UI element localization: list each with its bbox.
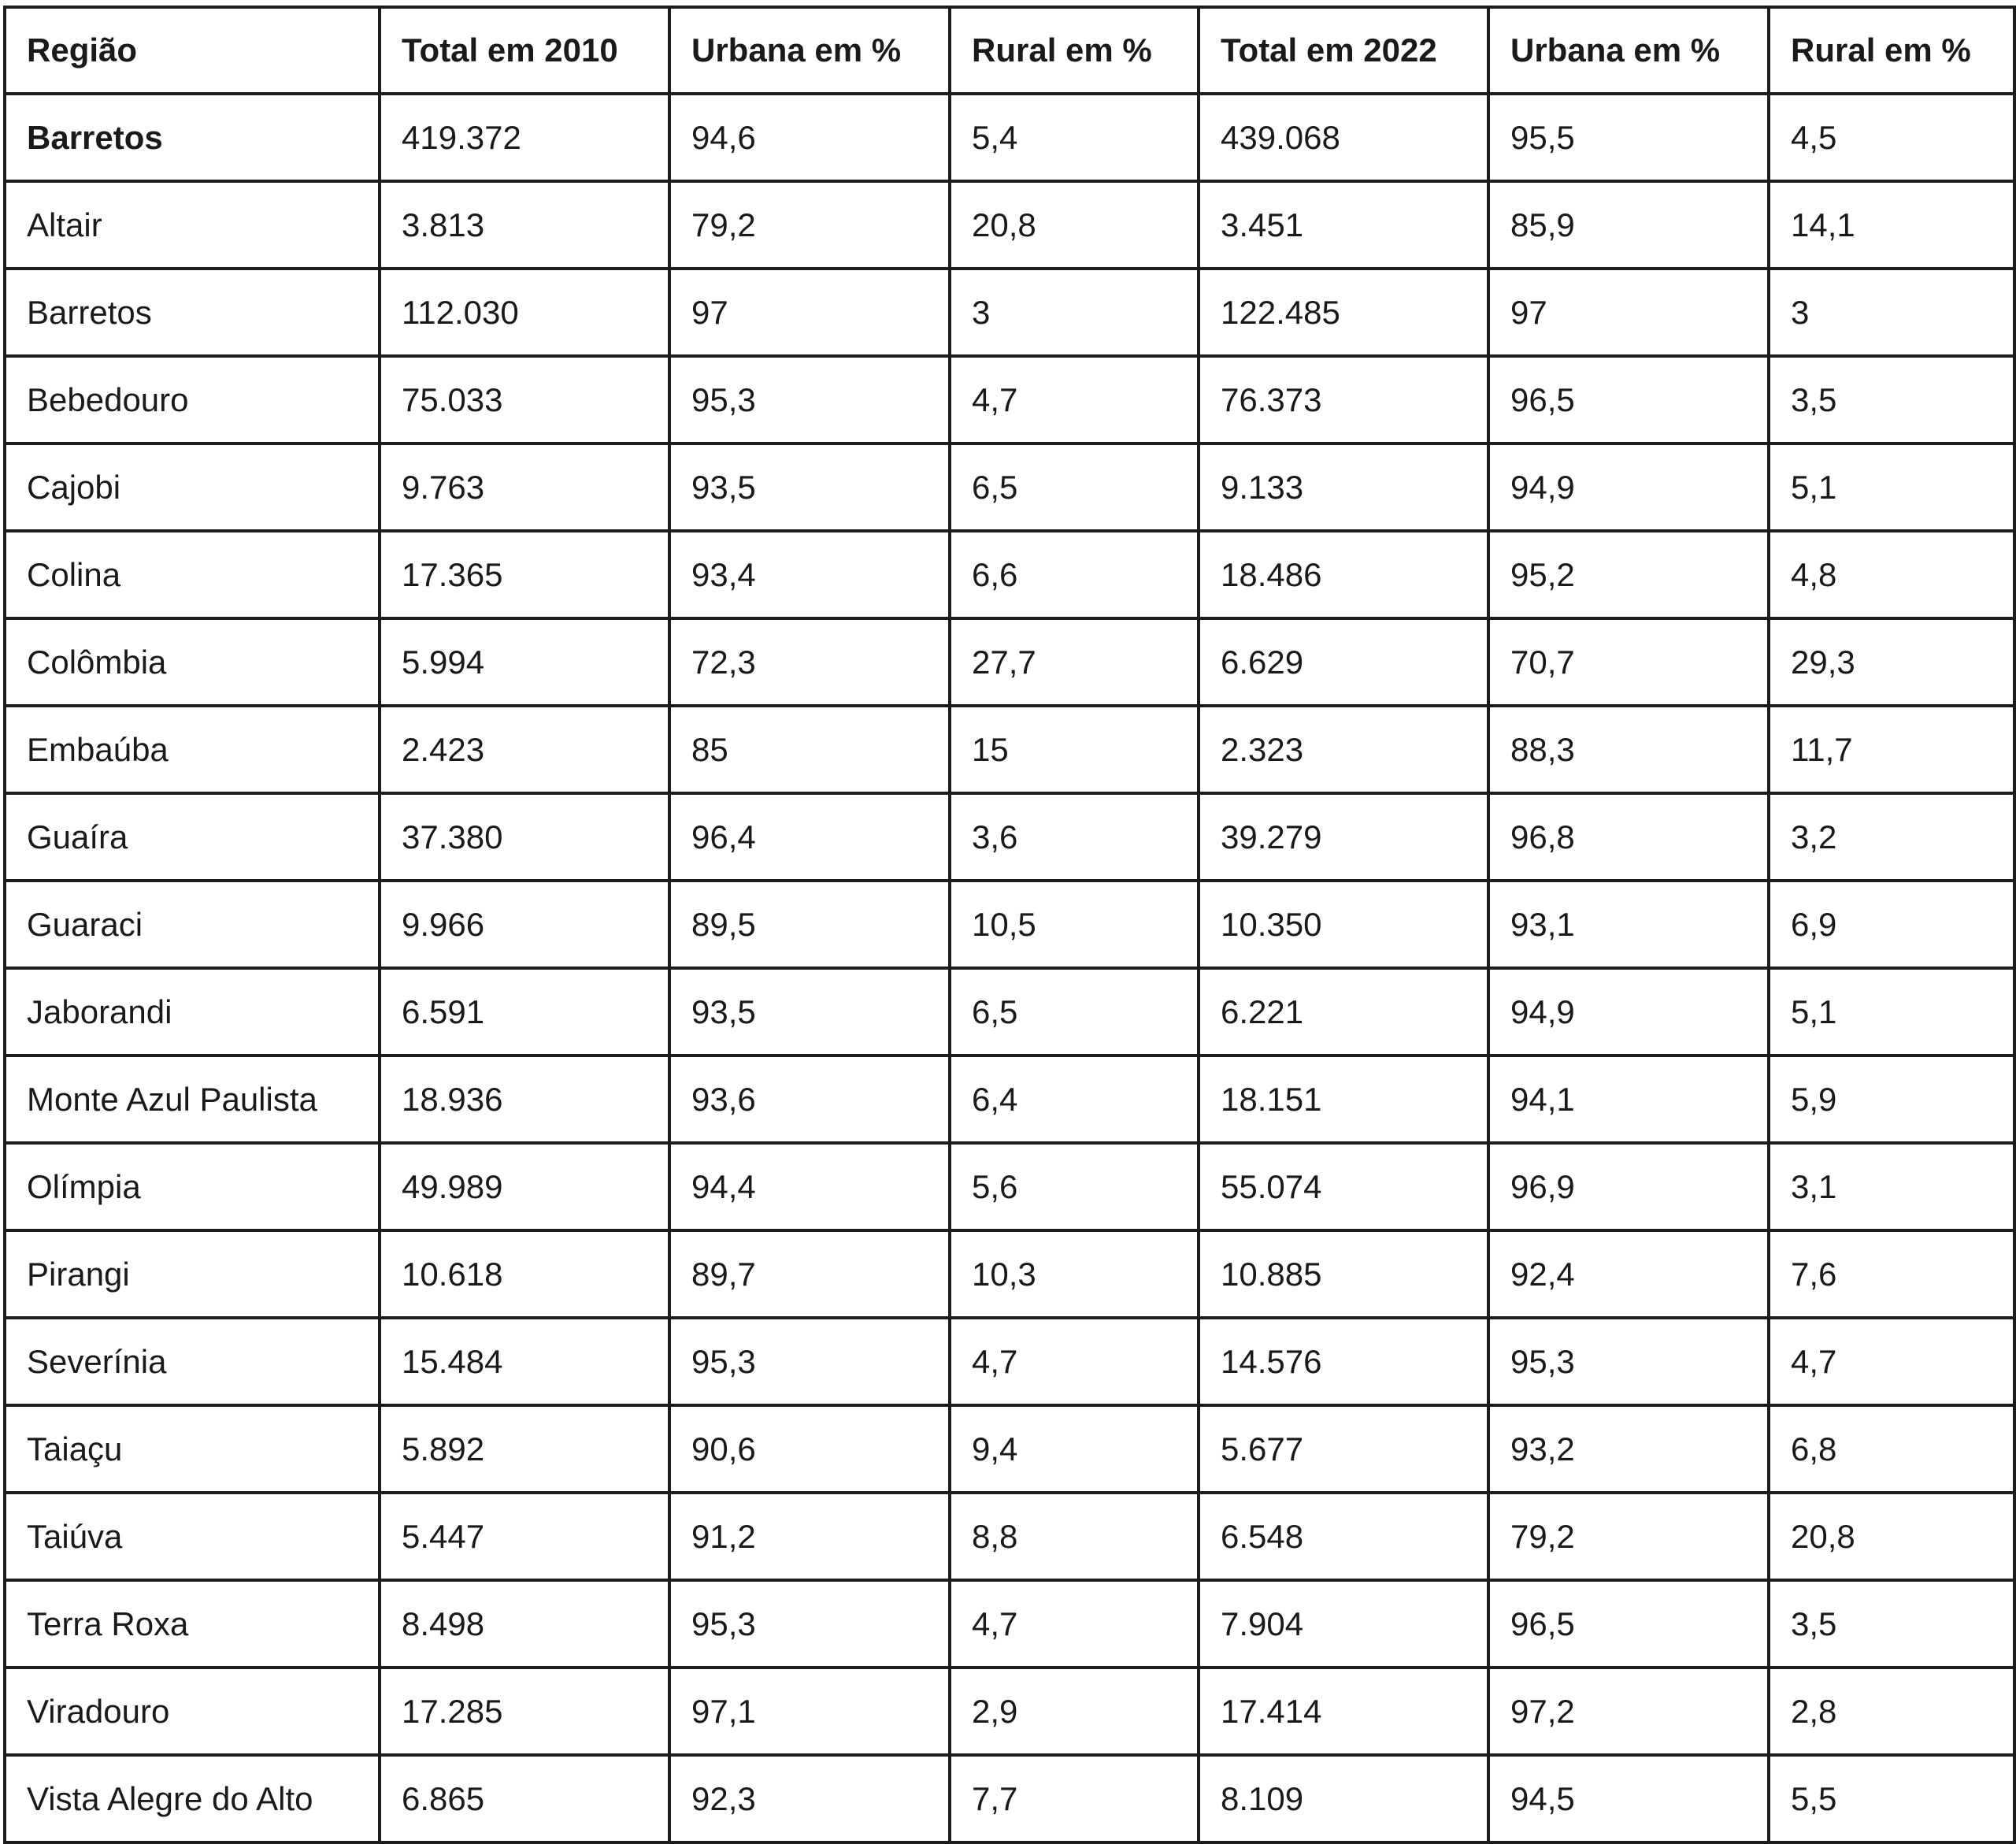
header-regiao: Região xyxy=(5,7,380,94)
cell-urbana-2010: 72,3 xyxy=(669,618,950,706)
cell-rural-2022: 6,8 xyxy=(1769,1405,2014,1493)
cell-total-2010: 2.423 xyxy=(380,706,669,793)
cell-total-2022: 10.350 xyxy=(1199,881,1488,968)
cell-rural-2010: 6,5 xyxy=(950,443,1199,531)
cell-total-2010: 15.484 xyxy=(380,1318,669,1405)
cell-total-2010: 49.989 xyxy=(380,1143,669,1230)
cell-regiao: Taiaçu xyxy=(5,1405,380,1493)
cell-total-2010: 17.285 xyxy=(380,1668,669,1755)
table-row xyxy=(5,1230,2014,1318)
cell-total-2022: 6.629 xyxy=(1199,618,1488,706)
cell-rural-2010: 6,5 xyxy=(950,968,1199,1056)
cell-rural-2022: 5,5 xyxy=(1769,1755,2014,1842)
cell-urbana-2022: 93,1 xyxy=(1488,881,1769,968)
cell-total-2010: 6.591 xyxy=(380,968,669,1056)
cell-rural-2010: 20,8 xyxy=(950,181,1199,269)
table-row xyxy=(5,1668,2014,1755)
cell-urbana-2010: 96,4 xyxy=(669,793,950,881)
cell-regiao: Altair xyxy=(5,181,380,269)
cell-rural-2010: 6,6 xyxy=(950,531,1199,618)
population-table xyxy=(3,6,2016,1844)
table-row xyxy=(5,1318,2014,1405)
cell-total-2010: 6.865 xyxy=(380,1755,669,1842)
cell-rural-2022: 5,1 xyxy=(1769,443,2014,531)
table-row xyxy=(5,1405,2014,1493)
cell-urbana-2022: 93,2 xyxy=(1488,1405,1769,1493)
cell-urbana-2010: 95,3 xyxy=(669,356,950,443)
cell-urbana-2022: 96,8 xyxy=(1488,793,1769,881)
cell-urbana-2022: 94,9 xyxy=(1488,968,1769,1056)
cell-urbana-2022: 96,5 xyxy=(1488,1580,1769,1668)
table-row xyxy=(5,1755,2014,1842)
cell-urbana-2010: 97,1 xyxy=(669,1668,950,1755)
cell-urbana-2022: 94,9 xyxy=(1488,443,1769,531)
table-row xyxy=(5,1056,2014,1143)
cell-urbana-2010: 93,5 xyxy=(669,968,950,1056)
cell-total-2010: 75.033 xyxy=(380,356,669,443)
cell-urbana-2010: 95,3 xyxy=(669,1580,950,1668)
cell-urbana-2010: 85 xyxy=(669,706,950,793)
cell-rural-2010: 10,3 xyxy=(950,1230,1199,1318)
cell-rural-2010: 5,4 xyxy=(950,94,1199,181)
cell-regiao: Barretos xyxy=(5,94,380,181)
table-row xyxy=(5,181,2014,269)
cell-total-2010: 9.763 xyxy=(380,443,669,531)
cell-total-2022: 39.279 xyxy=(1199,793,1488,881)
cell-rural-2022: 3 xyxy=(1769,269,2014,356)
cell-urbana-2010: 79,2 xyxy=(669,181,950,269)
cell-urbana-2010: 95,3 xyxy=(669,1318,950,1405)
cell-regiao: Guaraci xyxy=(5,881,380,968)
cell-regiao: Olímpia xyxy=(5,1143,380,1230)
cell-regiao: Taiúva xyxy=(5,1493,380,1580)
cell-rural-2022: 14,1 xyxy=(1769,181,2014,269)
cell-urbana-2022: 96,5 xyxy=(1488,356,1769,443)
cell-rural-2022: 2,8 xyxy=(1769,1668,2014,1755)
table-row xyxy=(5,531,2014,618)
cell-total-2022: 3.451 xyxy=(1199,181,1488,269)
cell-urbana-2022: 94,1 xyxy=(1488,1056,1769,1143)
cell-total-2022: 18.486 xyxy=(1199,531,1488,618)
cell-rural-2022: 11,7 xyxy=(1769,706,2014,793)
cell-total-2010: 419.372 xyxy=(380,94,669,181)
table-row xyxy=(5,1493,2014,1580)
cell-urbana-2022: 70,7 xyxy=(1488,618,1769,706)
cell-total-2022: 7.904 xyxy=(1199,1580,1488,1668)
cell-urbana-2022: 88,3 xyxy=(1488,706,1769,793)
cell-rural-2010: 10,5 xyxy=(950,881,1199,968)
cell-total-2010: 3.813 xyxy=(380,181,669,269)
cell-regiao: Monte Azul Paulista xyxy=(5,1056,380,1143)
table-body xyxy=(5,94,2014,1842)
cell-regiao: Guaíra xyxy=(5,793,380,881)
cell-rural-2022: 3,5 xyxy=(1769,1580,2014,1668)
cell-rural-2010: 7,7 xyxy=(950,1755,1199,1842)
cell-rural-2010: 4,7 xyxy=(950,1580,1199,1668)
cell-rural-2010: 8,8 xyxy=(950,1493,1199,1580)
cell-total-2010: 8.498 xyxy=(380,1580,669,1668)
cell-rural-2010: 3,6 xyxy=(950,793,1199,881)
header-total-2010: Total em 2010 xyxy=(380,7,669,94)
table-row xyxy=(5,968,2014,1056)
cell-regiao: Viradouro xyxy=(5,1668,380,1755)
cell-rural-2010: 5,6 xyxy=(950,1143,1199,1230)
cell-urbana-2022: 94,5 xyxy=(1488,1755,1769,1842)
cell-regiao: Embaúba xyxy=(5,706,380,793)
cell-urbana-2010: 89,5 xyxy=(669,881,950,968)
header-rural-2022: Rural em % xyxy=(1769,7,2014,94)
cell-total-2010: 9.966 xyxy=(380,881,669,968)
cell-rural-2022: 6,9 xyxy=(1769,881,2014,968)
cell-total-2010: 10.618 xyxy=(380,1230,669,1318)
cell-rural-2022: 3,5 xyxy=(1769,356,2014,443)
cell-rural-2022: 5,1 xyxy=(1769,968,2014,1056)
cell-urbana-2022: 97 xyxy=(1488,269,1769,356)
cell-total-2022: 17.414 xyxy=(1199,1668,1488,1755)
table-row xyxy=(5,793,2014,881)
cell-total-2022: 6.221 xyxy=(1199,968,1488,1056)
cell-regiao: Pirangi xyxy=(5,1230,380,1318)
cell-rural-2010: 2,9 xyxy=(950,1668,1199,1755)
table-row xyxy=(5,269,2014,356)
cell-regiao: Severínia xyxy=(5,1318,380,1405)
header-urbana-2022: Urbana em % xyxy=(1488,7,1769,94)
cell-total-2022: 55.074 xyxy=(1199,1143,1488,1230)
cell-total-2022: 14.576 xyxy=(1199,1318,1488,1405)
cell-rural-2010: 3 xyxy=(950,269,1199,356)
cell-urbana-2022: 95,3 xyxy=(1488,1318,1769,1405)
cell-total-2022: 2.323 xyxy=(1199,706,1488,793)
cell-rural-2022: 3,2 xyxy=(1769,793,2014,881)
cell-rural-2010: 15 xyxy=(950,706,1199,793)
table-row xyxy=(5,1143,2014,1230)
cell-rural-2010: 4,7 xyxy=(950,356,1199,443)
cell-rural-2022: 20,8 xyxy=(1769,1493,2014,1580)
table-row xyxy=(5,443,2014,531)
table-row xyxy=(5,706,2014,793)
cell-rural-2022: 5,9 xyxy=(1769,1056,2014,1143)
cell-total-2022: 122.485 xyxy=(1199,269,1488,356)
cell-total-2022: 9.133 xyxy=(1199,443,1488,531)
cell-urbana-2010: 97 xyxy=(669,269,950,356)
cell-total-2022: 5.677 xyxy=(1199,1405,1488,1493)
cell-total-2022: 76.373 xyxy=(1199,356,1488,443)
cell-urbana-2010: 93,5 xyxy=(669,443,950,531)
header-rural-2010: Rural em % xyxy=(950,7,1199,94)
cell-rural-2010: 4,7 xyxy=(950,1318,1199,1405)
cell-rural-2010: 27,7 xyxy=(950,618,1199,706)
cell-regiao: Colômbia xyxy=(5,618,380,706)
cell-total-2022: 18.151 xyxy=(1199,1056,1488,1143)
cell-urbana-2010: 94,4 xyxy=(669,1143,950,1230)
cell-urbana-2022: 95,5 xyxy=(1488,94,1769,181)
cell-total-2022: 8.109 xyxy=(1199,1755,1488,1842)
header-total-2022: Total em 2022 xyxy=(1199,7,1488,94)
cell-rural-2022: 29,3 xyxy=(1769,618,2014,706)
cell-urbana-2010: 93,6 xyxy=(669,1056,950,1143)
cell-regiao: Cajobi xyxy=(5,443,380,531)
cell-rural-2022: 4,8 xyxy=(1769,531,2014,618)
cell-total-2010: 112.030 xyxy=(380,269,669,356)
cell-urbana-2010: 90,6 xyxy=(669,1405,950,1493)
cell-regiao: Barretos xyxy=(5,269,380,356)
cell-urbana-2022: 79,2 xyxy=(1488,1493,1769,1580)
cell-urbana-2010: 93,4 xyxy=(669,531,950,618)
cell-rural-2022: 4,7 xyxy=(1769,1318,2014,1405)
table-row xyxy=(5,618,2014,706)
cell-urbana-2022: 85,9 xyxy=(1488,181,1769,269)
cell-total-2022: 6.548 xyxy=(1199,1493,1488,1580)
cell-total-2010: 5.994 xyxy=(380,618,669,706)
cell-total-2010: 5.447 xyxy=(380,1493,669,1580)
cell-total-2010: 18.936 xyxy=(380,1056,669,1143)
cell-rural-2010: 9,4 xyxy=(950,1405,1199,1493)
cell-regiao: Colina xyxy=(5,531,380,618)
cell-urbana-2022: 97,2 xyxy=(1488,1668,1769,1755)
table-row xyxy=(5,1580,2014,1668)
cell-total-2010: 17.365 xyxy=(380,531,669,618)
cell-rural-2022: 4,5 xyxy=(1769,94,2014,181)
cell-regiao: Jaborandi xyxy=(5,968,380,1056)
cell-regiao: Bebedouro xyxy=(5,356,380,443)
cell-total-2010: 5.892 xyxy=(380,1405,669,1493)
cell-urbana-2010: 89,7 xyxy=(669,1230,950,1318)
cell-urbana-2022: 95,2 xyxy=(1488,531,1769,618)
cell-rural-2010: 6,4 xyxy=(950,1056,1199,1143)
cell-urbana-2010: 91,2 xyxy=(669,1493,950,1580)
cell-urbana-2022: 92,4 xyxy=(1488,1230,1769,1318)
cell-rural-2022: 3,1 xyxy=(1769,1143,2014,1230)
cell-regiao: Terra Roxa xyxy=(5,1580,380,1668)
cell-rural-2022: 7,6 xyxy=(1769,1230,2014,1318)
table-row xyxy=(5,356,2014,443)
header-row xyxy=(5,7,2014,94)
table-row xyxy=(5,881,2014,968)
summary-row xyxy=(5,94,2014,181)
header-urbana-2010: Urbana em % xyxy=(669,7,950,94)
cell-total-2022: 439.068 xyxy=(1199,94,1488,181)
cell-urbana-2022: 96,9 xyxy=(1488,1143,1769,1230)
cell-urbana-2010: 92,3 xyxy=(669,1755,950,1842)
cell-regiao: Vista Alegre do Alto xyxy=(5,1755,380,1842)
cell-total-2022: 10.885 xyxy=(1199,1230,1488,1318)
cell-total-2010: 37.380 xyxy=(380,793,669,881)
cell-urbana-2010: 94,6 xyxy=(669,94,950,181)
